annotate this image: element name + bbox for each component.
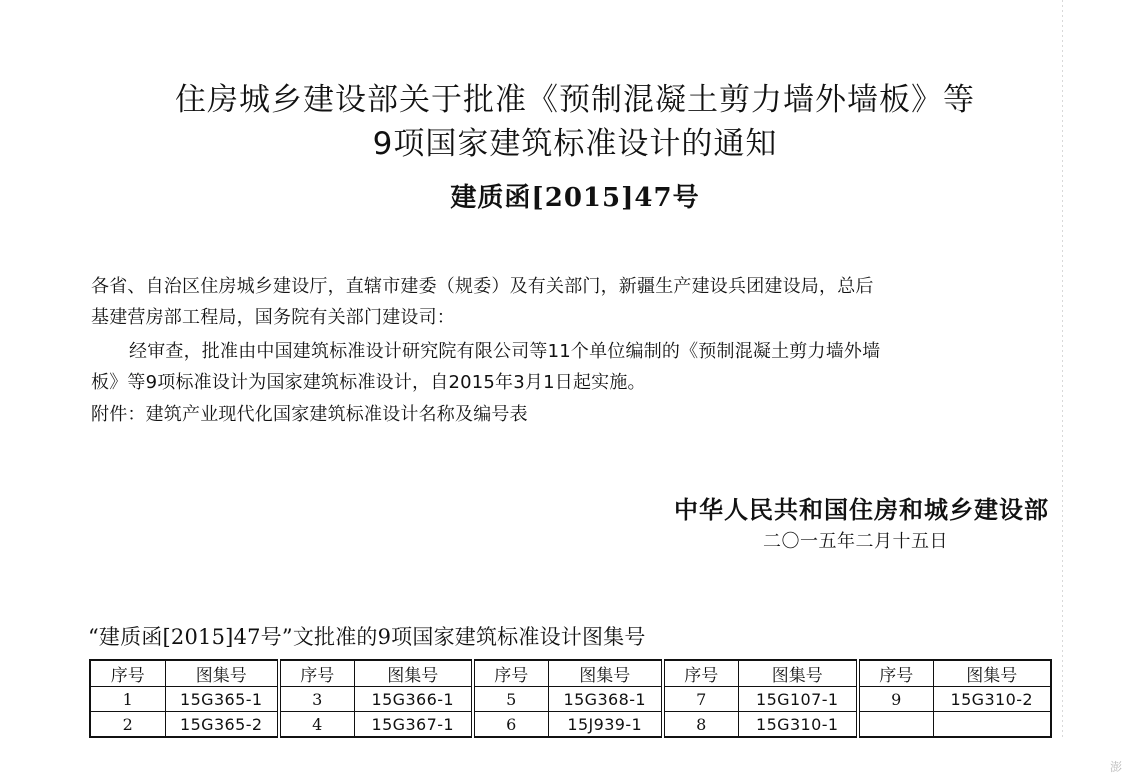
table-header-row	[90, 660, 1051, 687]
atlas-header: 图集号	[738, 660, 858, 687]
serial-cell: 5	[473, 687, 548, 712]
atlas-number-table	[89, 659, 1052, 738]
document-number: 建质函[2015]47号	[450, 183, 700, 213]
atlas-number-cell: 15J939-1	[548, 712, 663, 738]
notice-title-line-1: 住房城乡建设部关于批准《预制混凝土剪力墙外墙板》等	[175, 82, 975, 118]
serial-cell: 6	[473, 712, 548, 738]
atlas-number-cell: 15G365-2	[165, 712, 279, 738]
atlas-number-cell: 15G367-1	[354, 712, 473, 738]
serial-header: 序号	[473, 660, 548, 687]
atlas-number-cell: 15G310-1	[738, 712, 858, 738]
atlas-number-cell: 15G310-2	[933, 687, 1051, 712]
table-row	[90, 712, 1051, 738]
atlas-table-title: “建质函[2015]47号”文批准的9项国家建筑标准设计图集号	[88, 625, 646, 649]
atlas-number-cell: 15G366-1	[354, 687, 473, 712]
serial-cell: 2	[90, 712, 165, 738]
atlas-header: 图集号	[548, 660, 663, 687]
table-row	[90, 687, 1051, 712]
addressee-line-1: 各省、自治区住房城乡建设厅，直辖市建委（规委）及有关部门，新疆生产建设兵团建设局，总后	[91, 276, 874, 297]
serial-header: 序号	[90, 660, 165, 687]
serial-cell: 8	[663, 712, 738, 738]
atlas-header: 图集号	[165, 660, 279, 687]
attachment-line: 附件：建筑产业现代化国家建筑标准设计名称及编号表	[91, 404, 528, 425]
approval-text-line-2: 板》等9项标准设计为国家建筑标准设计，自2015年3月1日起实施。	[91, 372, 646, 393]
atlas-number-cell: 15G368-1	[548, 687, 663, 712]
atlas-number-cell: 15G365-1	[165, 687, 279, 712]
serial-cell: 4	[279, 712, 354, 738]
issuing-authority: 中华人民共和国住房和城乡建设部	[674, 496, 1049, 524]
atlas-header: 图集号	[354, 660, 473, 687]
approval-text-line-1: 经审查，批准由中国建筑标准设计研究院有限公司等11个单位编制的《预制混凝土剪力墙外墙	[129, 341, 881, 362]
empty-serial-cell	[858, 712, 933, 738]
notice-title-line-2: 9项国家建筑标准设计的通知	[372, 126, 778, 162]
serial-cell: 9	[858, 687, 933, 712]
empty-atlas-number-cell	[933, 712, 1051, 738]
serial-cell: 3	[279, 687, 354, 712]
serial-header: 序号	[858, 660, 933, 687]
serial-cell: 7	[663, 687, 738, 712]
atlas-header: 图集号	[933, 660, 1051, 687]
serial-header: 序号	[279, 660, 354, 687]
serial-header: 序号	[663, 660, 738, 687]
issue-date: 二〇一五年二月十五日	[763, 531, 948, 552]
serial-cell: 1	[90, 687, 165, 712]
corner-mark: 澎	[1110, 760, 1123, 774]
addressee-line-2: 基建营房部工程局，国务院有关部门建设司：	[91, 307, 455, 328]
atlas-number-cell: 15G107-1	[738, 687, 858, 712]
